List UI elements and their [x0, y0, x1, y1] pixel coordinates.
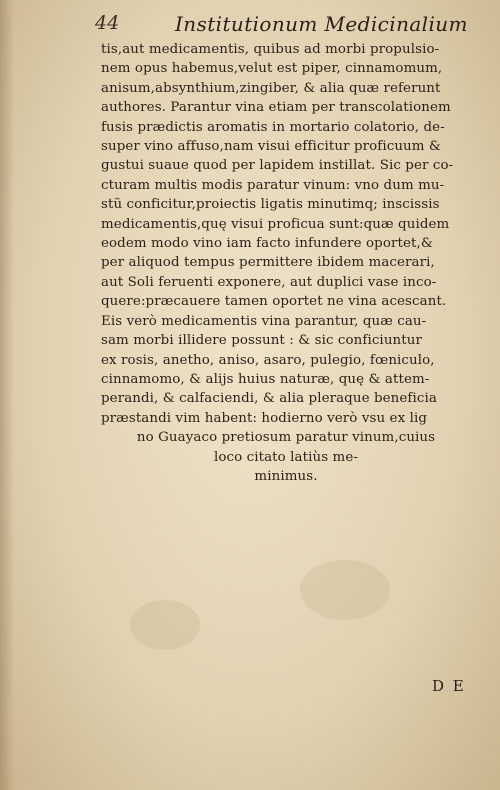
text-line: medicamentis,quę visui proficua sunt:quæ quidem	[101, 216, 450, 232]
text-line: quere:præcauere tamen oportet ne vina acescant.	[101, 294, 447, 310]
text-line-centered: loco citato latiùs me-	[213, 449, 359, 465]
text-line: aut Soli feruenti exponere, aut duplici vase inco-	[101, 274, 437, 290]
page-number: 44	[95, 12, 120, 34]
text-line: per aliquod tempus permittere ibidem macerari,	[101, 255, 435, 271]
text-line: perandi, & calfaciendi, & alia pleraque beneficia	[101, 391, 437, 407]
catchword: D E	[432, 677, 466, 695]
text-line: ex rosis, anetho, aniso, asaro, pulegio, fœniculo,	[101, 352, 435, 368]
text-line: præstandi vim habent: hodierno verò vsu ex lig	[101, 410, 428, 426]
text-line: anisum,absynthium,zingiber, & alia quæ referunt	[101, 80, 441, 96]
page-header	[95, 12, 475, 38]
text-line: tis,aut medicamentis, quibus ad morbi propulsio-	[101, 42, 440, 57]
text-line: authores. Parantur vina etiam per transcolationem	[101, 100, 451, 116]
text-line: sam morbi illidere possunt : & sic conficiuntur	[101, 333, 422, 349]
running-head: Institutionum Medicinalium	[175, 12, 468, 36]
text-line: super vino affuso,nam visui efficitur proficuum &	[101, 139, 441, 155]
page-gutter-shadow	[0, 0, 14, 790]
text-line: cturam multis modis paratur vinum: vno dum mu-	[101, 177, 445, 193]
text-line-centered: minimus.	[254, 468, 318, 484]
paper-stain	[300, 560, 390, 620]
text-line: fusis prædictis aromatis in mortario colatorio, de-	[101, 119, 445, 135]
body-text	[101, 40, 471, 486]
text-line-centered: no Guayaco pretiosum paratur vinum,cuius	[136, 430, 436, 446]
text-line: Eis verò medicamentis vina parantur, quæ cau-	[101, 313, 427, 329]
text-line: gustui suaue quod per lapidem instillat. Sic per co-	[101, 158, 454, 174]
paper-stain	[130, 600, 200, 650]
text-line: nem opus habemus,velut est piper, cinnamomum,	[101, 61, 443, 77]
text-line: stũ conficitur,proiectis ligatis minutimq; inscissis	[101, 197, 440, 213]
text-line: eodem modo vino iam facto infundere oportet,&	[101, 236, 433, 252]
text-line: cinnamomo, & alijs huius naturæ, quę & attem-	[101, 371, 430, 387]
